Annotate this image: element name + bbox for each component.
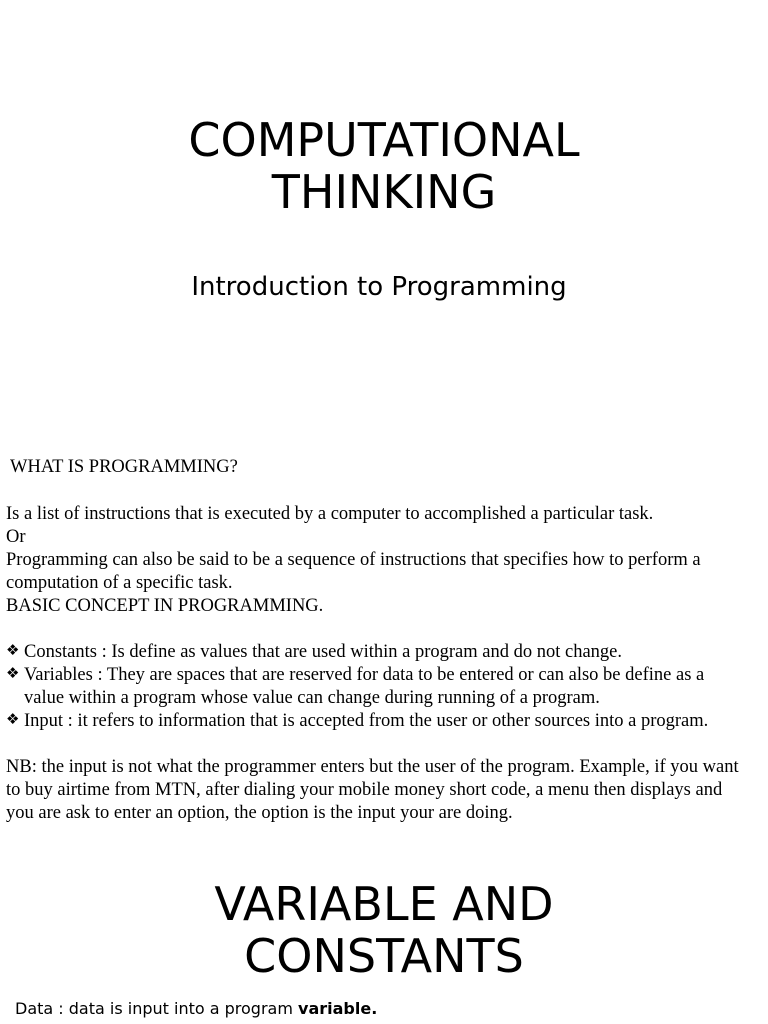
definition-paragraph: Is a list of instructions that is executed by a computer to accomplished a particular task. (6, 504, 654, 524)
title-line-2: CONSTANTS (244, 929, 524, 983)
diamond-quad-icon: ❖ (6, 641, 20, 659)
list-item (6, 710, 746, 733)
slide-3-title (0, 878, 768, 982)
data-definition-bold: variable. (298, 999, 378, 1018)
diamond-quad-icon: ❖ (6, 710, 20, 728)
data-definition (15, 998, 377, 1020)
alt-definition-paragraph: Programming can also be said to be a sequence of instructions that specifies how to perform a computation of a specific task. (6, 550, 701, 593)
title-line-1: COMPUTATIONAL (188, 113, 580, 167)
list-item-text: Variables : They are spaces that are reserved for data to be entered or can also be define as a value within a program whose value can change during running of a program. (24, 665, 705, 708)
what-is-programming-heading: WHAT IS PROGRAMMING? (10, 457, 238, 477)
title-line-1: VARIABLE AND (214, 877, 554, 931)
list-item (6, 664, 746, 710)
list-item-text: Constants : Is define as values that are used within a program and do not change. (24, 642, 623, 662)
slide-1-subtitle: Introduction to Programming (191, 272, 567, 302)
data-definition-text: Data : data is input into a program (15, 999, 299, 1018)
basic-concept-heading: BASIC CONCEPT IN PROGRAMMING. (6, 596, 324, 616)
list-item-text: Input : it refers to information that is accepted from the user or other sources into a program. (24, 711, 709, 731)
list-item (6, 641, 746, 664)
diamond-quad-icon: ❖ (6, 664, 20, 682)
slide-1-title (0, 114, 768, 218)
or-text: Or (6, 527, 26, 547)
nb-note: NB: the input is not what the programmer enters but the user of the program. Example, if you want to buy airtime from MTN, after dialing your mobile money short code, a menu then displays and you are ask to enter an option, the option is the input your are doing. (6, 757, 739, 823)
concept-list (6, 641, 746, 733)
title-line-2: THINKING (271, 165, 497, 219)
